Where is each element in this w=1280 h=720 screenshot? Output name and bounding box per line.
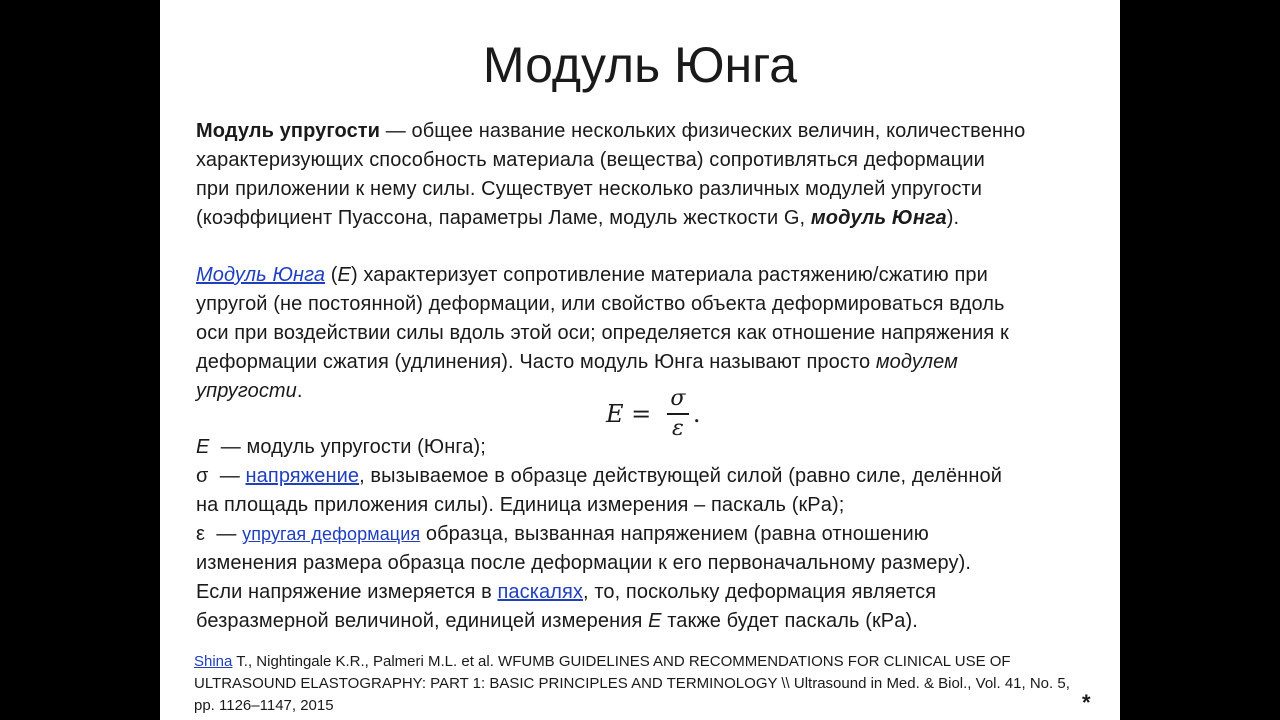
text-span: (коэффициент Пуассона, параметры Ламе, модуль жесткости G, [196, 207, 811, 229]
text-span: образца, вызванная напряжением (равна отношению [420, 523, 929, 545]
slide-title: Модуль Юнга [482, 37, 798, 93]
text-line [196, 261, 1096, 290]
definition-e [196, 433, 1096, 462]
reference-line: ULTRASOUND ELASTOGRAPHY: PART 1: BASIC PRINCIPLES AND TERMINOLOGY \\ Ultrasound in Med. & Biol., Vol. 41, No. 5, [194, 675, 1070, 692]
reference [194, 651, 1119, 717]
text-line [196, 117, 1096, 146]
elastic-deformation-link[interactable]: упругая деформация [242, 524, 421, 544]
symbol-epsilon: ε — [196, 523, 243, 545]
symbol-sigma: σ — [196, 465, 246, 487]
text-italic: модулем [875, 351, 958, 373]
reference-line [194, 651, 1119, 673]
symbol-e: E [337, 264, 351, 286]
text-italic: упругости [196, 380, 297, 402]
stress-link[interactable]: напряжение [245, 465, 360, 487]
formula-numerator: σ [670, 386, 686, 411]
text-span: . [296, 380, 303, 402]
text-span: ( [325, 264, 338, 286]
text-span: деформации сжатия (удлинения). Часто модуль Юнга называют просто [196, 351, 876, 373]
text-span: — общее название нескольких физических величин, количественно [380, 120, 1026, 142]
reference-line: pp. 1126–1147, 2015 [194, 697, 334, 714]
formula-lhs: E [606, 399, 624, 428]
young-modulus-link[interactable]: Модуль Юнга [196, 264, 326, 286]
text-span: ) характеризует сопротивление материала растяжению/сжатию при [350, 264, 988, 286]
text-line: изменения размера образца после деформации к его первоначальному размеру). [196, 552, 971, 574]
text-span: T., Nightingale K.R., Palmeri M.L. et al. WFUMB GUIDELINES AND RECOMMENDATIONS FOR CLINICAL USE OF [232, 653, 1011, 670]
text-span: ). [946, 207, 960, 229]
text-line [196, 204, 1096, 233]
text-span: Если напряжение измеряется в [196, 581, 498, 603]
symbol-e: E [648, 610, 662, 632]
paragraph-elasticity-modulus [196, 117, 1096, 233]
slide [160, 0, 1120, 720]
text-line: на площадь приложения силы). Единица измерения – паскаль (кPa); [196, 494, 845, 516]
author-link[interactable]: Shina [194, 653, 233, 670]
text-span: — модуль упругости (Юнга); [209, 436, 486, 458]
text-span: , то, поскольку деформация является [583, 581, 937, 603]
text-line: оси при воздействии силы вдоль этой оси; определяется как отношение напряжения к [196, 322, 1009, 344]
text-line [196, 607, 1096, 636]
text-line [196, 578, 1096, 607]
fraction-bar [667, 413, 689, 415]
definition-sigma [196, 462, 1096, 491]
term-young-modulus: модуль Юнга [810, 207, 947, 229]
formula-period: . [692, 399, 701, 428]
text-span: также будет паскаль (кPa). [661, 610, 918, 632]
definition-epsilon [196, 520, 1096, 549]
paragraph-young-modulus [196, 261, 1096, 406]
formula-denominator: ε [672, 415, 684, 441]
text-span: , вызываемое в образце действующей силой (равно силе, делённой [359, 465, 1002, 487]
footnote-star: * [1082, 690, 1091, 715]
text-line: упругой (не постоянной) деформации, или свойство объекта деформироваться вдоль [196, 293, 1005, 315]
text-line [196, 348, 1096, 377]
term-elasticity-modulus: Модуль упругости [196, 120, 381, 142]
text-span: безразмерной величиной, единицей измерения [196, 610, 649, 632]
symbol-e: E [196, 436, 210, 458]
definitions-list [196, 433, 1096, 636]
formula-equals: = [623, 399, 659, 428]
text-line: характеризующих способность материала (вещества) сопротивляться деформации [196, 149, 985, 171]
text-line: при приложении к нему силы. Существует несколько различных модулей упругости [196, 178, 983, 200]
pascals-link[interactable]: паскалях [497, 581, 584, 603]
